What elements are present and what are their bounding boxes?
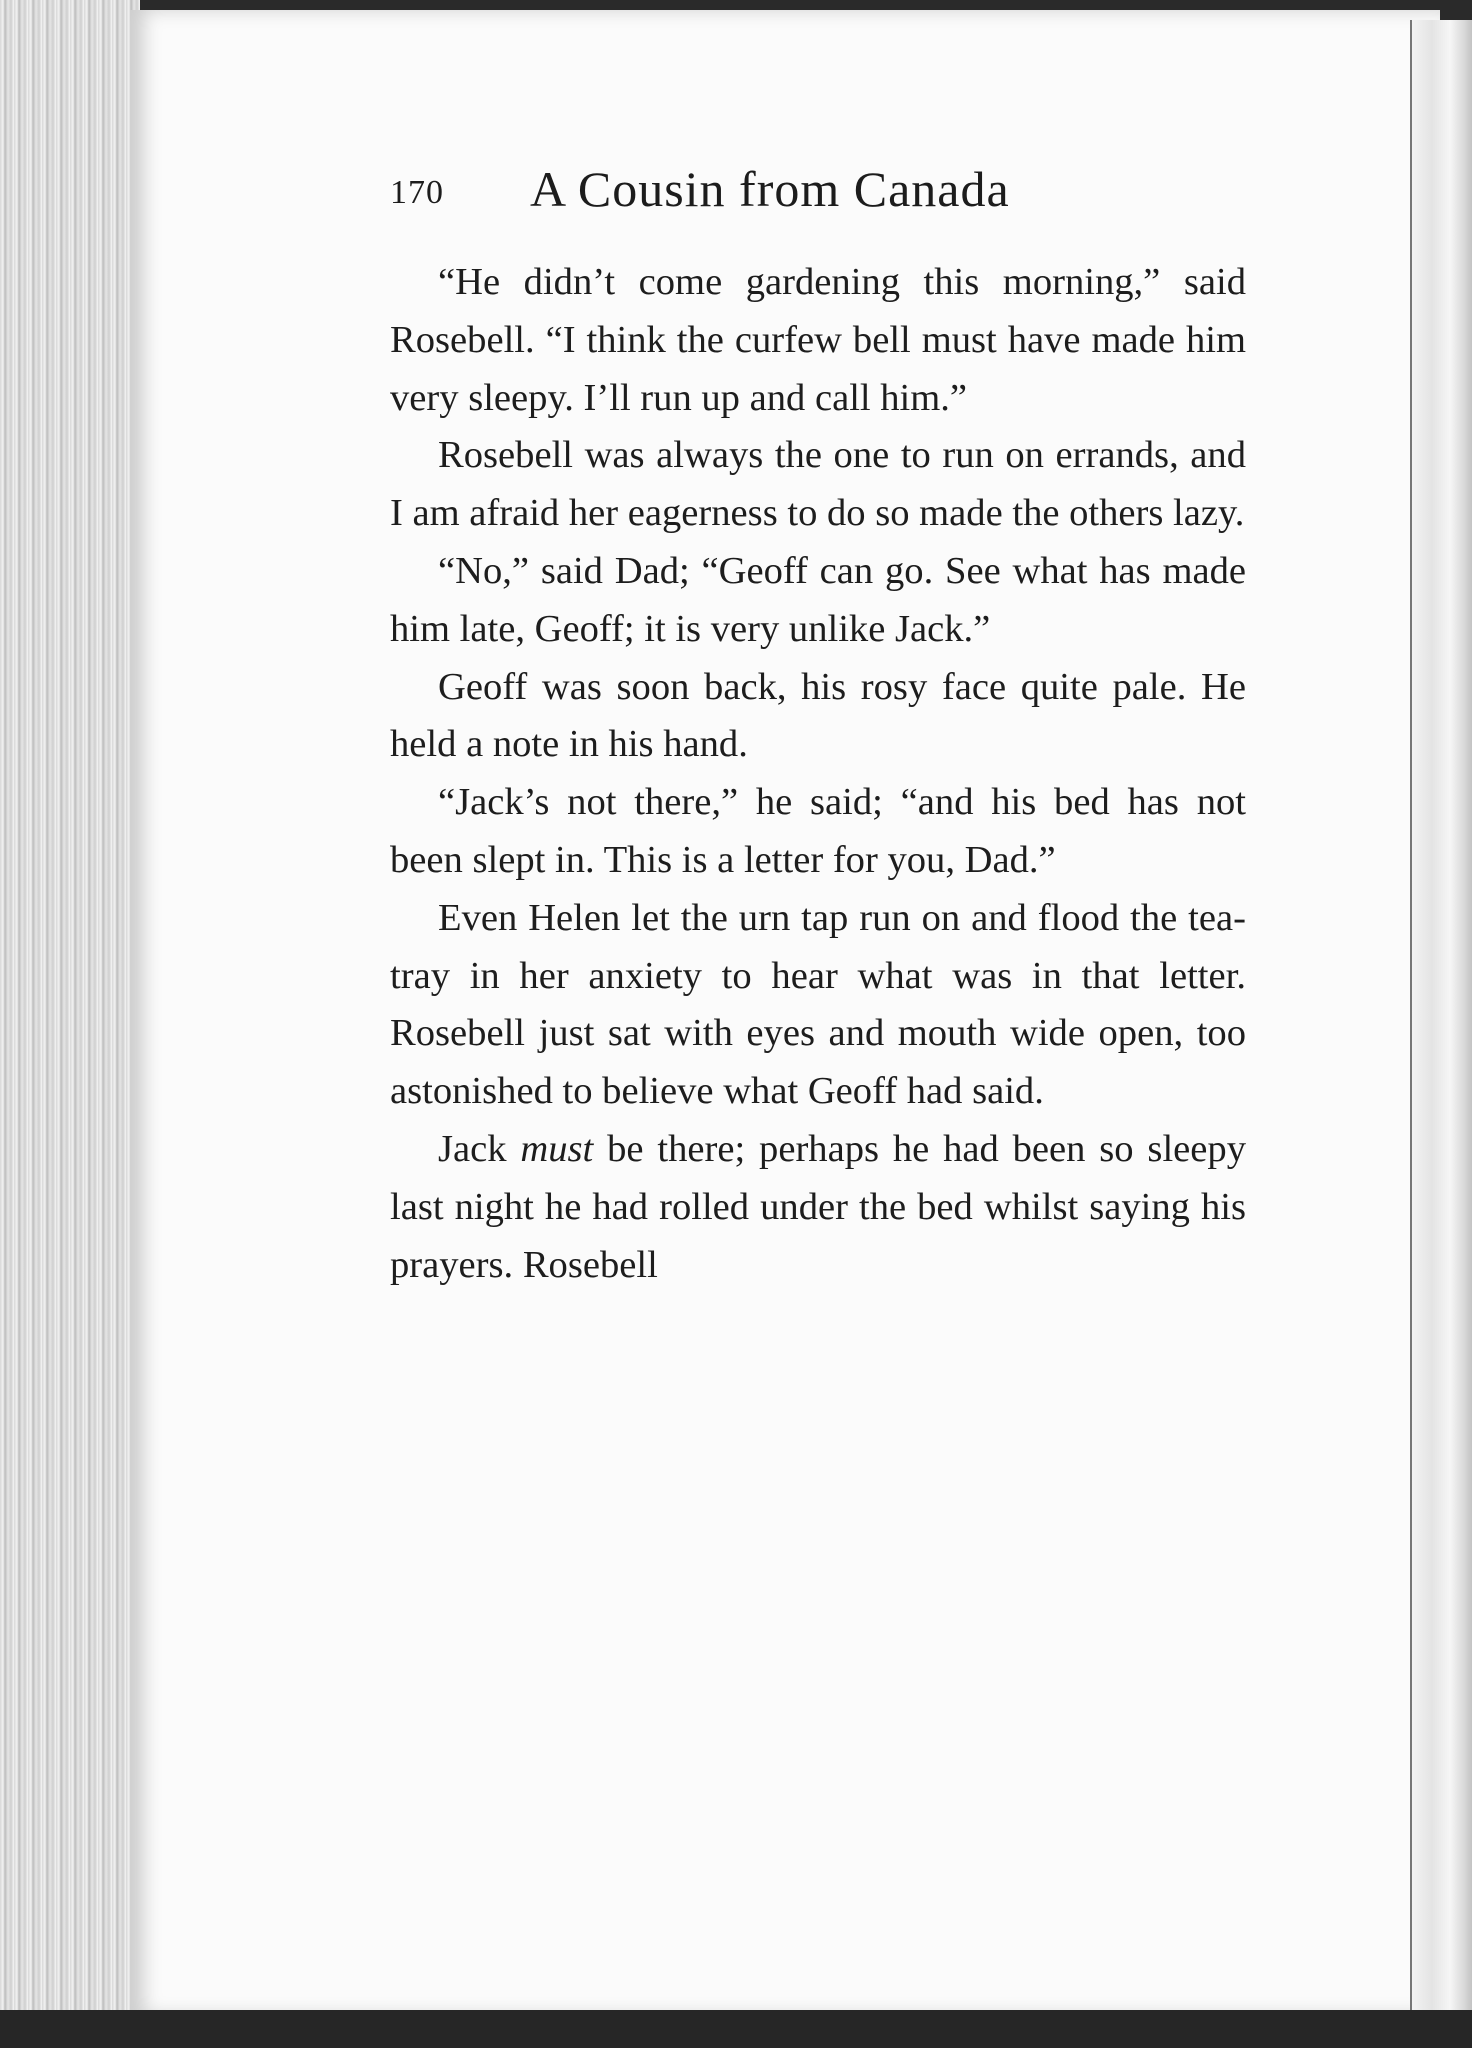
paragraph: Rosebell was always the one to run on errands, and I am afraid her eagerness to do so made the others lazy. <box>390 434 1246 535</box>
running-head <box>390 150 1270 230</box>
paragraph-text: be there; perhaps he had been so sleepy last night he had rolled under the bed whilst saying his prayers. Rosebell <box>390 1127 1246 1286</box>
paragraph: “Jack’s not there,” he said; “and his bed has not been slept in. This is a letter for you, Dad.” <box>390 781 1246 881</box>
paragraph-text: Jack <box>438 1127 521 1170</box>
emphasized-word: must <box>520 1127 594 1170</box>
body-text <box>390 254 1246 1294</box>
book-title: A Cousin from Canada <box>530 161 1010 217</box>
left-page-edges <box>0 0 140 2048</box>
right-page-edge <box>1410 20 1472 2015</box>
paragraph: “He didn’t come gardening this morning,” said Rosebell. “I think the curfew bell must have made him very sleepy. I’ll run up and call him.” <box>390 261 1246 419</box>
paragraph: Even Helen let the urn tap run on and flood the tea-tray in her anxiety to hear what was in that letter. Rosebell just sat with eyes and mouth wide open, too astonished to believe what Geoff had said. <box>390 896 1246 1113</box>
page-number: 170 <box>390 174 444 211</box>
paragraph: Geoff was soon back, his rosy face quite pale. He held a note in his hand. <box>390 665 1246 766</box>
scan-bottom-border <box>0 2010 1472 2048</box>
paragraph: “No,” said Dad; “Geoff can go. See what has made him late, Geoff; it is very unlike Jack.” <box>390 549 1246 650</box>
paragraph <box>390 1121 1246 1294</box>
